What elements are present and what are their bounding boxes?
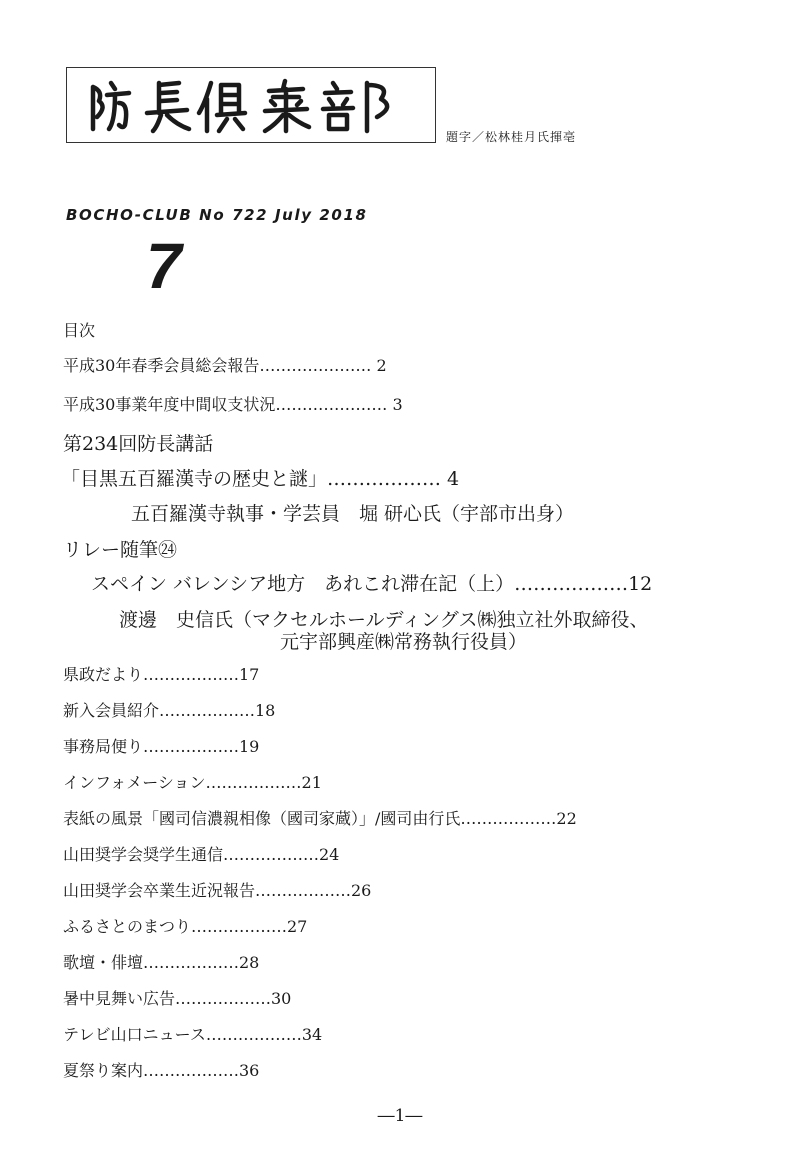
toc-entry-information[interactable]: インフォメーション………………21 [63,773,322,792]
toc-entry-scholar-news[interactable]: 山田奨学会奨学生通信………………24 [63,845,340,864]
toc-entry-new-members[interactable]: 新入会員紹介………………18 [63,701,276,720]
toc-entry-office-news[interactable]: 事務局便り………………19 [63,737,260,756]
toc-entry-prefecture-news[interactable]: 県政だより………………17 [63,665,260,684]
calligraphy-credit: 題字／松林桂月氏揮亳 [446,130,577,144]
issue-month: 7 [146,230,182,302]
toc-entry-essay-author-cont: 元宇部興産㈱常務執行役員） [280,631,528,653]
masthead-calligraphy-graphic [81,73,421,137]
toc-entry-tv-news[interactable]: テレビ山口ニュース………………34 [63,1025,323,1044]
toc-entry-lecture-subject[interactable]: 「目黒五百羅漢寺の歴史と謎」……………… 4 [61,468,460,490]
toc-entry-lecture-title[interactable]: 第234回防長講話 [63,433,214,455]
toc-entry-cover-scene[interactable]: 表紙の風景「國司信濃親相像（國司家蔵）」/國司由行氏………………22 [63,809,577,828]
toc-entry-interim-finance[interactable]: 平成30事業年度中間収支状況………………… 3 [63,395,403,414]
toc-entry-lecture-speaker: 五百羅漢寺執事・学芸員 堀 研心氏（宇部市出身） [131,503,575,525]
toc-entry-festival-guide[interactable]: 夏祭り案内………………36 [63,1061,260,1080]
toc-entry-essay-author: 渡邊 史信氏（マクセルホールディングス㈱独立社外取締役、 [119,609,649,631]
toc-entry-graduate-report[interactable]: 山田奨学会卒業生近況報告………………26 [63,881,372,900]
toc-heading: 目次 [63,321,96,340]
page-number: ―1― [377,1106,423,1126]
toc-entry-poetry[interactable]: 歌壇・俳壇………………28 [63,953,260,972]
toc-entry-general-meeting[interactable]: 平成30年春季会員総会報告………………… 2 [63,356,387,375]
toc-entry-hometown-festival[interactable]: ふるさとのまつり………………27 [63,917,308,936]
toc-entry-relay-essay[interactable]: リレー随筆㉔ [63,539,178,561]
issue-info: BOCHO-CLUB No 722 July 2018 [66,206,368,224]
toc-entry-summer-ads[interactable]: 暑中見舞い広告………………30 [63,989,292,1008]
toc-entry-essay-title[interactable]: スペイン バレンシア地方 あれこれ滞在記（上）………………12 [91,573,653,595]
masthead-logo [66,67,436,143]
